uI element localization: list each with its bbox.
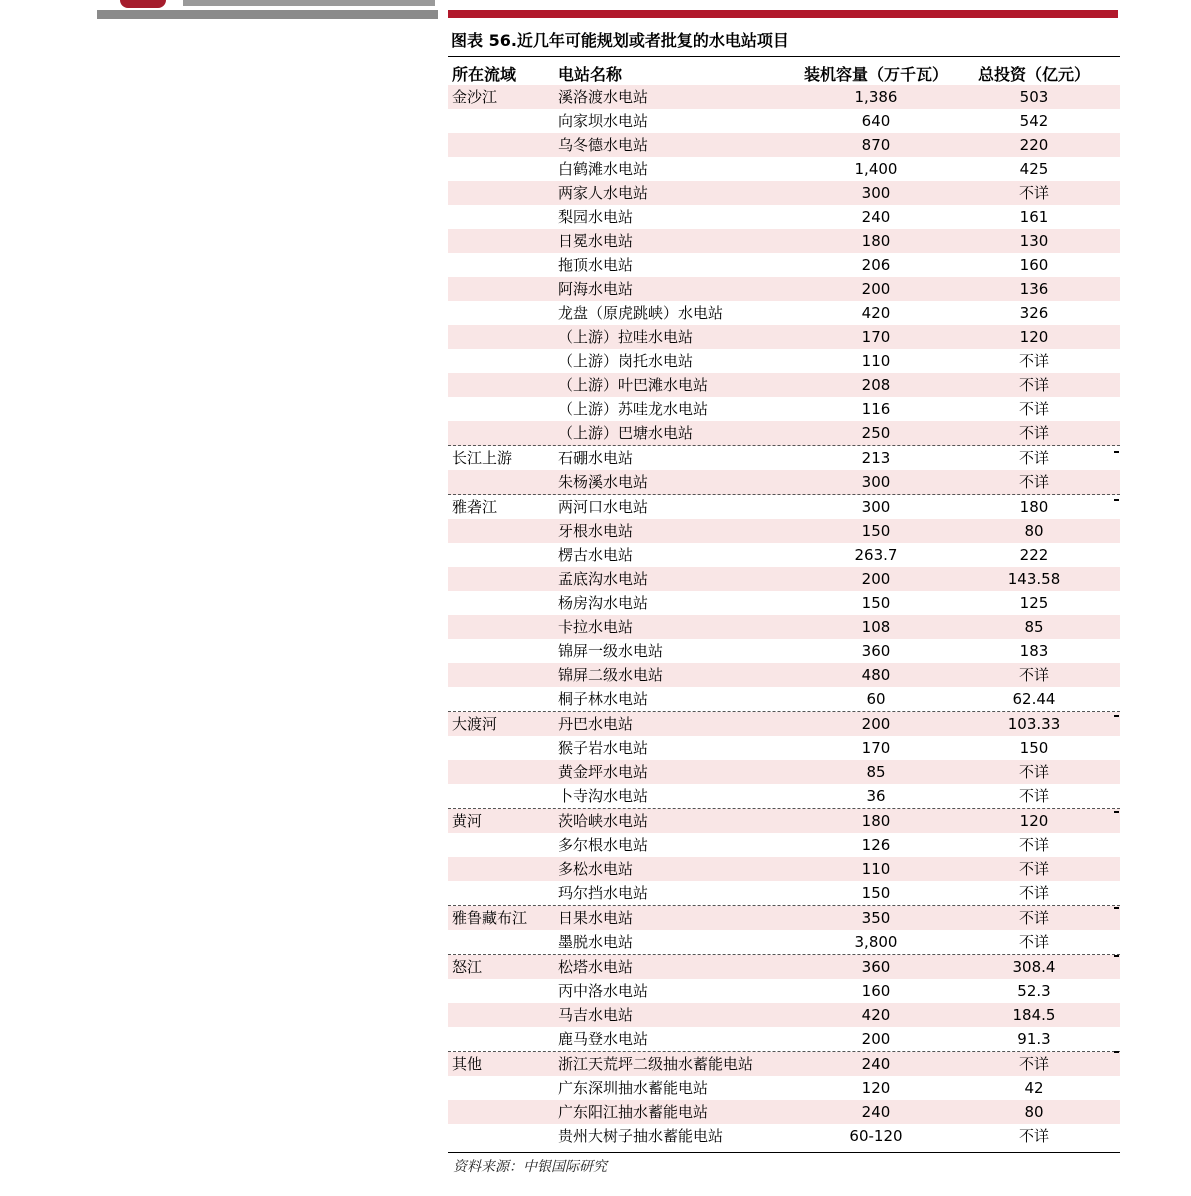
cell-capacity: 126 — [861, 836, 891, 854]
cell-investment: 91.3 — [1017, 1030, 1051, 1048]
table-row — [448, 1076, 1120, 1100]
cell-capacity: 240 — [861, 1103, 891, 1121]
cell-basin: 大渡河 — [452, 715, 498, 733]
cell-capacity: 360 — [861, 642, 891, 660]
cell-name: 浙江天荒坪二级抽水蓄能电站 — [558, 1055, 754, 1073]
cell-capacity: 208 — [861, 376, 891, 394]
table-row — [448, 639, 1120, 663]
cell-name: 石硼水电站 — [558, 449, 634, 467]
cell-capacity: 240 — [861, 208, 891, 226]
header-basin: 所在流域 — [452, 65, 517, 84]
cell-capacity: 1,400 — [854, 160, 898, 178]
cell-investment: 326 — [1019, 304, 1049, 322]
cell-investment: 42 — [1024, 1079, 1044, 1097]
cell-name: 墨脱水电站 — [558, 933, 634, 951]
table-row — [448, 881, 1120, 906]
cell-investment: 542 — [1019, 112, 1049, 130]
table-row — [448, 906, 1120, 930]
cell-name: 丙中洛水电站 — [558, 982, 649, 1000]
cell-investment: 不详 — [1018, 1127, 1049, 1145]
cell-investment: 不详 — [1018, 352, 1049, 370]
cell-investment: 120 — [1019, 328, 1049, 346]
table-row — [448, 397, 1120, 421]
cell-name: 日果水电站 — [558, 909, 634, 927]
cell-name: 广东阳江抽水蓄能电站 — [558, 1103, 709, 1121]
cell-investment: 不详 — [1018, 763, 1049, 781]
header-name: 电站名称 — [558, 65, 623, 84]
cell-capacity: 3,800 — [854, 933, 898, 951]
cell-name: （上游）苏哇龙水电站 — [558, 400, 709, 418]
cell-capacity: 480 — [861, 666, 891, 684]
table-row — [448, 229, 1120, 253]
table-row — [448, 1052, 1120, 1076]
cell-capacity: 110 — [861, 352, 891, 370]
table-row — [448, 1003, 1120, 1027]
cell-name: 孟底沟水电站 — [558, 570, 649, 588]
table-row — [448, 712, 1120, 736]
cell-basin: 其他 — [452, 1055, 483, 1073]
cell-name: 牙根水电站 — [558, 522, 634, 540]
cell-basin: 雅砻江 — [452, 498, 498, 516]
cell-basin: 黄河 — [452, 812, 483, 830]
table-row — [448, 687, 1120, 712]
cell-investment: 160 — [1019, 256, 1049, 274]
cell-capacity: 116 — [861, 400, 891, 418]
table-row — [448, 591, 1120, 615]
cell-capacity: 1,386 — [854, 88, 898, 106]
cell-investment: 425 — [1019, 160, 1049, 178]
table-row — [448, 301, 1120, 325]
table-row — [448, 133, 1120, 157]
cell-capacity: 200 — [861, 280, 891, 298]
cell-capacity: 240 — [861, 1055, 891, 1073]
cell-capacity: 170 — [861, 328, 891, 346]
cell-investment: 不详 — [1018, 787, 1049, 805]
cell-name: （上游）巴塘水电站 — [558, 424, 694, 442]
table-row — [448, 567, 1120, 591]
table-title: 图表 56.近几年可能规划或者批复的水电站项目 — [451, 31, 789, 50]
cell-basin: 雅鲁藏布江 — [452, 909, 528, 927]
cell-investment: 不详 — [1018, 184, 1049, 202]
cell-investment: 125 — [1019, 594, 1049, 612]
cell-investment: 不详 — [1018, 836, 1049, 854]
cell-name: 杨房沟水电站 — [558, 594, 649, 612]
table-row — [448, 1124, 1120, 1148]
logo-strip — [183, 0, 435, 6]
cell-capacity: 300 — [861, 184, 891, 202]
cell-name: 白鹤滩水电站 — [558, 160, 649, 178]
cell-basin: 金沙江 — [452, 88, 498, 106]
cell-investment: 150 — [1019, 739, 1049, 757]
group-tick — [1114, 811, 1119, 813]
table-row — [448, 1027, 1120, 1052]
cell-name: 卜寺沟水电站 — [558, 787, 649, 805]
group-tick — [1114, 955, 1119, 957]
cell-investment: 不详 — [1018, 909, 1049, 927]
cell-capacity: 160 — [861, 982, 891, 1000]
cell-name: 玛尔挡水电站 — [558, 884, 649, 902]
group-tick — [1114, 451, 1119, 453]
header-investment: 总投资（亿元） — [977, 65, 1090, 84]
cell-capacity: 206 — [861, 256, 891, 274]
cell-name: 梨园水电站 — [558, 208, 634, 226]
cell-name: 朱杨溪水电站 — [558, 473, 649, 491]
group-tick — [1114, 715, 1119, 717]
cell-investment: 不详 — [1018, 884, 1049, 902]
cell-capacity: 420 — [861, 1006, 891, 1024]
cell-investment: 不详 — [1018, 1055, 1049, 1073]
cell-name: 鹿马登水电站 — [558, 1030, 649, 1048]
table-row — [448, 85, 1120, 109]
cell-name: （上游）叶巴滩水电站 — [558, 376, 709, 394]
cell-capacity: 360 — [861, 958, 891, 976]
table-row — [448, 157, 1120, 181]
cell-name: 锦屏二级水电站 — [558, 666, 664, 684]
cell-name: 马吉水电站 — [558, 1006, 634, 1024]
cell-name: （上游）拉哇水电站 — [558, 328, 694, 346]
cell-basin: 长江上游 — [452, 449, 513, 467]
cell-name: 两家人水电站 — [558, 184, 649, 202]
cell-investment: 不详 — [1018, 473, 1049, 491]
group-tick — [1114, 499, 1119, 501]
cell-basin: 怒江 — [452, 958, 483, 976]
bottom-rule — [448, 1152, 1120, 1153]
cell-investment: 85 — [1024, 618, 1044, 636]
cell-capacity: 85 — [866, 763, 886, 781]
cell-name: 多尔根水电站 — [558, 836, 649, 854]
cell-investment: 183 — [1019, 642, 1049, 660]
cell-capacity: 180 — [861, 232, 891, 250]
cell-investment: 308.4 — [1012, 958, 1056, 976]
cell-name: 阿海水电站 — [558, 280, 634, 298]
table-row — [448, 615, 1120, 639]
cell-capacity: 60-120 — [849, 1127, 903, 1145]
cell-capacity: 250 — [861, 424, 891, 442]
cell-capacity: 200 — [861, 570, 891, 588]
cell-name: 丹巴水电站 — [558, 715, 634, 733]
cell-capacity: 150 — [861, 594, 891, 612]
table-row — [448, 446, 1120, 470]
table-row — [448, 809, 1120, 833]
cell-name: 龙盘（原虎跳峡）水电站 — [558, 304, 724, 322]
cell-name: 猴子岩水电站 — [558, 739, 649, 757]
cell-investment: 220 — [1019, 136, 1049, 154]
cell-name: 松塔水电站 — [558, 958, 634, 976]
cell-investment: 不详 — [1018, 449, 1049, 467]
cell-name: 两河口水电站 — [558, 498, 649, 516]
cell-capacity: 213 — [861, 449, 891, 467]
cell-capacity: 420 — [861, 304, 891, 322]
table-row — [448, 495, 1120, 519]
cell-investment: 136 — [1019, 280, 1049, 298]
table-row — [448, 205, 1120, 229]
cell-name: 溪洛渡水电站 — [558, 88, 649, 106]
cell-investment: 130 — [1019, 232, 1049, 250]
table-row — [448, 181, 1120, 205]
table-row — [448, 930, 1120, 955]
cell-capacity: 110 — [861, 860, 891, 878]
cell-name: 卡拉水电站 — [558, 618, 634, 636]
cell-capacity: 640 — [861, 112, 891, 130]
cell-capacity: 60 — [866, 690, 886, 708]
cell-investment: 62.44 — [1012, 690, 1056, 708]
source-note: 资料来源：中银国际研究 — [453, 1159, 607, 1175]
cell-investment: 不详 — [1018, 860, 1049, 878]
cell-capacity: 120 — [861, 1079, 891, 1097]
cell-name: 贵州大树子抽水蓄能电站 — [558, 1127, 724, 1145]
table-row — [448, 857, 1120, 881]
table-row — [448, 349, 1120, 373]
cell-investment: 不详 — [1018, 376, 1049, 394]
table-body — [448, 85, 1120, 1148]
cell-investment: 不详 — [1018, 400, 1049, 418]
group-tick — [1114, 1051, 1119, 1053]
cell-name: 黄金坪水电站 — [558, 763, 649, 781]
title-rule — [448, 56, 1120, 57]
cell-name: （上游）岗托水电站 — [558, 352, 694, 370]
cell-investment: 80 — [1024, 522, 1044, 540]
group-tick — [1114, 907, 1119, 909]
table-row — [448, 277, 1120, 301]
table-row — [448, 470, 1120, 495]
table-row — [448, 325, 1120, 349]
cell-investment: 52.3 — [1017, 982, 1051, 1000]
cell-capacity: 108 — [861, 618, 891, 636]
cell-investment: 143.58 — [1007, 570, 1061, 588]
cell-investment: 80 — [1024, 1103, 1044, 1121]
logo-mark-icon — [120, 0, 166, 8]
cell-capacity: 300 — [861, 498, 891, 516]
cell-name: 锦屏一级水电站 — [558, 642, 664, 660]
cell-capacity: 300 — [861, 473, 891, 491]
header-gray-bar — [97, 10, 438, 19]
table-row — [448, 736, 1120, 760]
cell-investment: 103.33 — [1007, 715, 1061, 733]
table-row — [448, 421, 1120, 446]
cell-investment: 180 — [1019, 498, 1049, 516]
cell-investment: 120 — [1019, 812, 1049, 830]
table-row — [448, 979, 1120, 1003]
cell-capacity: 150 — [861, 522, 891, 540]
cell-capacity: 870 — [861, 136, 891, 154]
header-red-bar — [448, 10, 1118, 18]
table-row — [448, 109, 1120, 133]
cell-investment: 222 — [1019, 546, 1049, 564]
cell-investment: 不详 — [1018, 933, 1049, 951]
cell-investment: 503 — [1019, 88, 1049, 106]
cell-investment: 不详 — [1018, 666, 1049, 684]
cell-capacity: 200 — [861, 715, 891, 733]
cell-name: 日冕水电站 — [558, 232, 634, 250]
cell-capacity: 170 — [861, 739, 891, 757]
cell-capacity: 180 — [861, 812, 891, 830]
cell-capacity: 350 — [861, 909, 891, 927]
cell-name: 楞古水电站 — [558, 546, 634, 564]
table-row — [448, 663, 1120, 687]
table-row — [448, 543, 1120, 567]
header-capacity: 装机容量（万千瓦） — [803, 65, 948, 84]
cell-capacity: 200 — [861, 1030, 891, 1048]
table-row — [448, 760, 1120, 784]
table-row — [448, 1100, 1120, 1124]
cell-name: 多松水电站 — [558, 860, 634, 878]
cell-name: 向家坝水电站 — [558, 112, 649, 130]
cell-investment: 161 — [1019, 208, 1049, 226]
cell-investment: 不详 — [1018, 424, 1049, 442]
table-row — [448, 784, 1120, 809]
cell-capacity: 150 — [861, 884, 891, 902]
table-row — [448, 373, 1120, 397]
cell-capacity: 263.7 — [854, 546, 898, 564]
cell-name: 广东深圳抽水蓄能电站 — [558, 1079, 709, 1097]
cell-name: 乌冬德水电站 — [558, 136, 649, 154]
cell-name: 茨哈峡水电站 — [558, 812, 649, 830]
table-row — [448, 833, 1120, 857]
table-row — [448, 253, 1120, 277]
cell-name: 桐子林水电站 — [558, 690, 649, 708]
cell-investment: 184.5 — [1012, 1006, 1056, 1024]
cell-name: 拖顶水电站 — [558, 256, 634, 274]
cell-capacity: 36 — [866, 787, 886, 805]
table-row — [448, 519, 1120, 543]
table-row — [448, 955, 1120, 979]
